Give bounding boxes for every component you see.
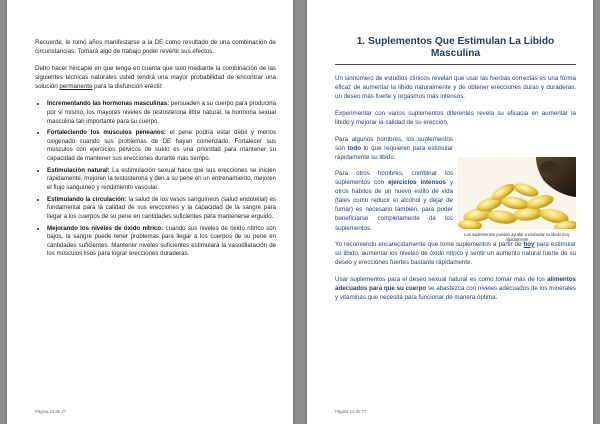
paragraph: Recuerde, le tomó años manifestarse a la DE como resultado de una combinación de circunstancias. Tomará algo de trabajo poder revertir sus efectos. <box>35 39 276 56</box>
technique-list <box>35 99 276 259</box>
left-page <box>7 0 293 424</box>
list-item: • Mejorando los niveles de óxido nítrico: cuando sus niveles de óxido nítrico son bajos, la sangre puede tener problemas para llegar a los cuerpos de su pene en cantidades suficientes. Mantener niveles suficientes estimulará la vasodilatación de los músculos lisos para lograr erecciones duraderas. <box>47 224 276 260</box>
paragraph: Experimentar con varios suplementos diferentes revela su eficacia en aumentar la libido y mejorar la calidad de su erección. <box>335 110 576 127</box>
paragraph: Para otros hombres, combinar los suplementos con ejercicios intensos y otros hábitos de un nuevo estilo de vida (tales como reducir el alcohol y dejar de fumar) es necesario también, para poder beneficiarse completamente de los suplementos. <box>335 170 453 232</box>
list-item: • Incrementando las hormonas masculinas: persuaden a su cuerpo para producirla por sí mismo, los mayores niveles de testosterona libre natural, la hormona sexual masculina tan importante para su cuerpo. <box>47 99 276 126</box>
paragraph: Debo hacer hincapié en que tenga en cuenta que solo mediante la combinación de las siguientes técnicas naturales usted tendrá una mayor probabilidad de encontrar una solución permanente para la disfunción eréctil: <box>35 65 276 91</box>
paragraph: Un sinnúmero de estudios clínicos revelan que usar las hierbas correctas es una forma eficaz de aumentar la libido naturalmente y de obtener erecciones duras y duraderas, un deseo más fuerte y orgasmos más intensos. <box>335 74 576 100</box>
right-page-content <box>335 36 576 310</box>
chapter-title: 1. Suplementos Que Estimulan La Libido Masculina <box>335 36 576 65</box>
page-footer: Página 13 de 77 <box>35 409 67 414</box>
wrapped-text <box>335 135 453 232</box>
left-page-content <box>35 38 276 261</box>
paragraph: Yo recomiendo encarecidamente que tome suplementos a partir de hoy para estimular su libido, aumentar los niveles de óxido nítrico y sentir un aumento natural fuerte de su deseo y erecciones fuertes bastante rápidamente. <box>335 240 576 266</box>
supplement-figure <box>458 157 576 243</box>
paragraph: Para algunos hombres, los suplementos son todo lo que requieren para estimular rápidamente su libido. <box>335 136 453 162</box>
page-footer: Página 14 de 77 <box>335 409 367 414</box>
supplement-capsules-image <box>458 157 576 229</box>
paragraph: Usar suplementos para el deseo sexual natural es como tomar más de los alimentos adecuados para que su cuerpo se abastezca con niveles adecuados de los minerales y vitaminas que necesita para funcionar de manera óptima. <box>335 275 577 301</box>
list-item: • Estimulación natural: La estimulación sexual hace que sus erecciones se inicien rápidamente, mejoren la testosterona y den a su pene en un entrenamiento, mejoren el flujo sanguíneo y rendimiento vascular. <box>47 166 276 193</box>
list-item: • Fortaleciendo los músculos peneanos: el pene podría estar débil y menos oxigenado cuando sus problemas de DE hayan comenzado. Fortalecer sus músculos con ejercicios pélvicos de suelo es una prioridad para mantener su capacidad de mantener sus erecciones durante más tiempo. <box>47 128 276 164</box>
list-item: • Estimulando la circulación: la salud de los vasos sanguíneos (salud endotelial) es fundamental para la calidad de sus erecciones y la capacidad de la sangre para llegar a los cuerpos de su pene en cantidades suficientes para mantenerse erguido. <box>47 195 276 222</box>
figure-caption: Los suplementos pueden ayudar a estimular su libido muy rápidamente <box>464 232 570 243</box>
underlined-word: permanente <box>59 83 93 91</box>
right-page <box>307 0 593 424</box>
figure-section <box>335 135 576 243</box>
